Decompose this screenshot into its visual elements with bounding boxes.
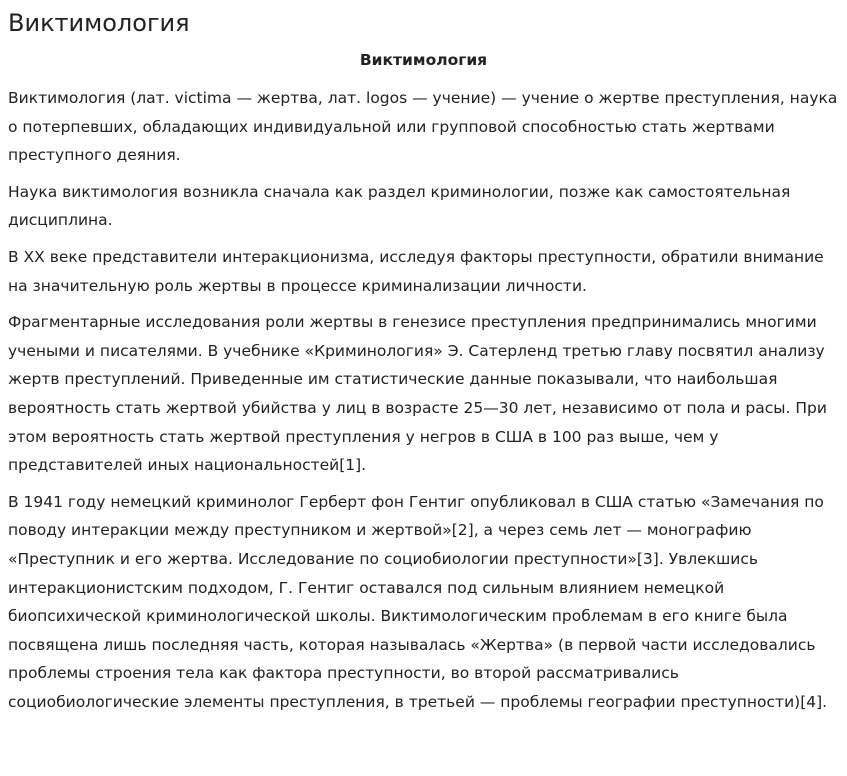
paragraph-interactionism: В XX веке представители интеракционизма, исследуя факторы преступности, обратили внимание на значительную роль жертвы в процессе криминализации личности.	[8, 247, 824, 295]
page-title: Виктимология	[8, 9, 190, 37]
paragraph-origin: Наука виктимология возникла сначала как раздел криминологии, позже как самостоятельная дисциплина.	[8, 182, 791, 230]
paragraph-sutherland: Фрагментарные исследования роли жертвы в генезисе преступления предпринимались многими учеными и писателями. В учебнике «Криминология» Э. Сатерленд третью главу посвятил анализу жертв преступлений. Приведенные им статистические данные показывали, что наибольшая вероятность стать жертвой убийства у лиц в возрасте 25—30 лет, независимо от пола и расы. При этом вероятность стать жертвой преступления у негров в США в 100 раз выше, чем у представителей иных национальностей[1].	[8, 313, 827, 475]
page	[0, 8, 847, 716]
paragraph-hentig: В 1941 году немецкий криминолог Герберт фон Гентиг опубликовал в США статью «Замечания по поводу интеракции между преступником и жертвой»[2], а через семь лет — монографию «Преступник и его жертва. Исследование по социобиологии преступности»[3]. Увлекшись интеракционистским подходом, Г. Гентиг оставался под сильным влиянием немецкой биопсихической криминологической школы. Виктимологическим проблемам в его книге была посвящена лишь последняя часть, которая называлась «Жертва» (в первой части исследовались проблемы строения тела как фактора преступности, во второй рассматривались социобиологические элементы преступления, в третьей — проблемы географии преступности)[4].	[8, 492, 828, 711]
paragraph-definition: Виктимология (лат. victima — жертва, лат. logos — учение) — учение о жертве преступления, наука о потерпевших, обладающих индивидуальной или групповой способностью стать жертвами преступного деяния.	[8, 89, 838, 165]
article-body	[8, 84, 839, 716]
article-heading: Виктимология	[359, 51, 488, 69]
